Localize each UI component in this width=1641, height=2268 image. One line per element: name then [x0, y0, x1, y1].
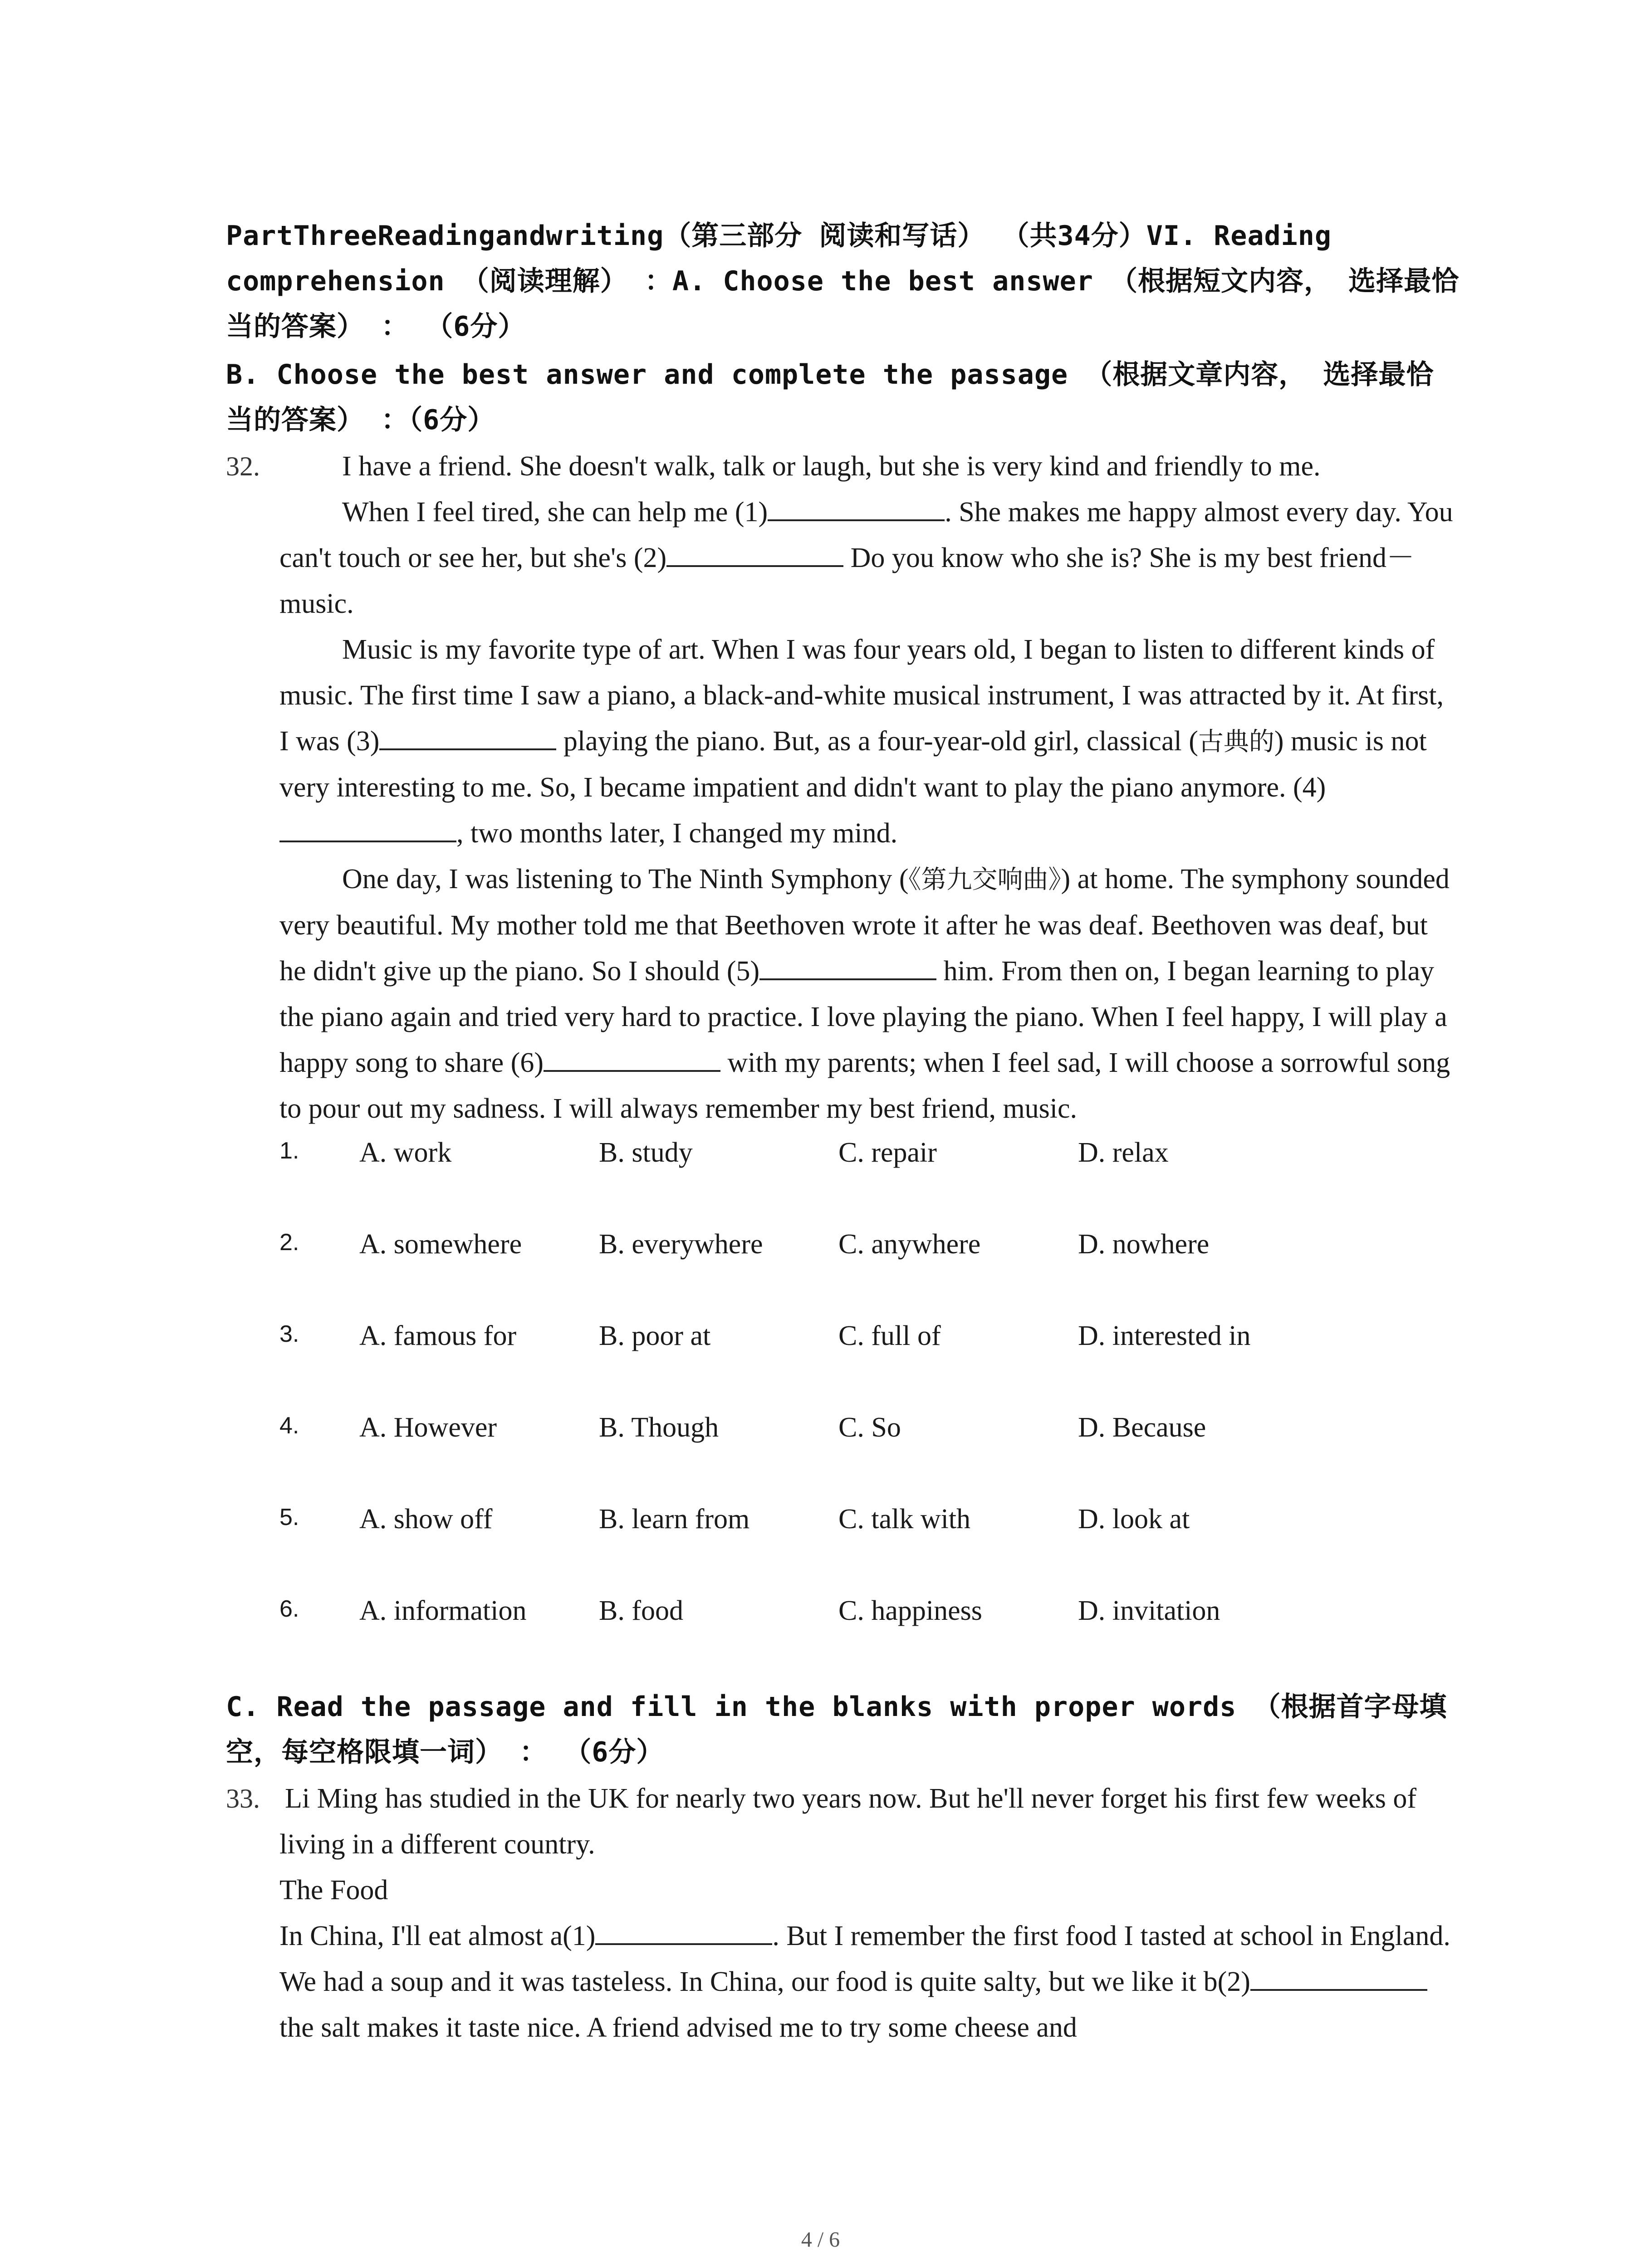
question-number: 33.: [226, 1784, 260, 1813]
option-row: 6. A. information B. food C. happiness D. invitation: [279, 1593, 1460, 1684]
option-d[interactable]: D. look at: [1078, 1504, 1190, 1535]
passage-paragraph: Music is my favorite type of art. When I was four years old, I began to listen to different kinds of music. The first time I saw a piano, a black-and-white musical instrument, I was attracted by it. At first, I was (3) playing the piano. But, as a four-year-old girl, classical (古典的) music is not very interesting to me. So, I became impatient and didn't want to play the piano anymore. (4), two months later, I changed my mind.: [279, 634, 1444, 849]
option-a[interactable]: A. work: [359, 1137, 452, 1168]
option-row: 3. A. famous for B. poor at C. full of D. interested in: [279, 1318, 1460, 1409]
options-list: [279, 1134, 1460, 1684]
option-b[interactable]: B. Though: [599, 1412, 719, 1443]
section-heading-b: B. Choose the best answer and complete the passage （根据文章内容， 选择最恰当的答案） ：（6分）: [226, 359, 1434, 436]
option-c[interactable]: C. repair: [838, 1137, 937, 1168]
option-row: 4. A. However B. Though C. So D. Because: [279, 1409, 1460, 1501]
option-c[interactable]: C. anywhere: [838, 1229, 981, 1260]
option-a[interactable]: A. famous for: [359, 1320, 517, 1351]
option-d[interactable]: D. invitation: [1078, 1595, 1220, 1626]
option-c[interactable]: C. talk with: [838, 1504, 971, 1535]
option-d[interactable]: D. interested in: [1078, 1320, 1251, 1351]
answer-blank-6[interactable]: [544, 1043, 720, 1072]
option-row: 1. A. work B. study C. repair D. relax: [279, 1134, 1460, 1226]
option-row: 5. A. show off B. learn from C. talk with D. look at: [279, 1501, 1460, 1593]
page-number: 4 / 6: [801, 2228, 840, 2252]
option-b[interactable]: B. food: [599, 1595, 683, 1626]
option-d[interactable]: D. nowhere: [1078, 1229, 1210, 1260]
question-number: 32.: [226, 451, 260, 481]
answer-blank-5[interactable]: [759, 951, 936, 980]
option-a[interactable]: A. However: [359, 1412, 497, 1443]
answer-blank-2[interactable]: [1250, 1962, 1427, 1991]
passage-subheading: The Food: [279, 1875, 388, 1906]
option-b[interactable]: B. learn from: [599, 1504, 750, 1535]
option-c[interactable]: C. So: [838, 1412, 901, 1443]
page-content: [226, 213, 1460, 2051]
option-b[interactable]: B. study: [599, 1137, 693, 1168]
question-33: [226, 1776, 1460, 2051]
option-a[interactable]: A. show off: [359, 1504, 493, 1535]
answer-blank-2[interactable]: [666, 538, 843, 567]
answer-blank-4[interactable]: [279, 813, 456, 842]
section-heading-part-three: PartThreeReadingandwriting（第三部分 阅读和写话） （共34分）VI. Reading comprehension （阅读理解） ：A. Choose the best answer （根据短文内容， 选择最恰当的答案） ： （6分）: [226, 220, 1460, 342]
option-d[interactable]: D. relax: [1078, 1137, 1169, 1168]
option-a[interactable]: A. somewhere: [359, 1229, 522, 1260]
question-32: [226, 444, 1460, 1684]
option-d[interactable]: D. Because: [1078, 1412, 1206, 1443]
option-a[interactable]: A. information: [359, 1595, 527, 1626]
passage-33: [279, 1776, 1460, 2051]
answer-blank-1[interactable]: [768, 492, 945, 521]
option-b[interactable]: B. everywhere: [599, 1229, 763, 1260]
option-b[interactable]: B. poor at: [599, 1320, 711, 1351]
passage-paragraph: In China, I'll eat almost a(1) . But I remember the first food I tasted at school in England. We had a soup and it was tasteless. In China, our food is quite salty, but we like it b(2) the salt makes it taste nice. A friend advised me to try some cheese and: [279, 1913, 1460, 2051]
passage-paragraph: Li Ming has studied in the UK for nearly two years now. But he'll never forget his first few weeks of living in a different country.: [279, 1783, 1417, 1860]
option-c[interactable]: C. full of: [838, 1320, 941, 1351]
passage-paragraph: When I feel tired, she can help me (1) . She makes me happy almost every day. You can't touch or see her, but she's (2) Do you know who she is? She is my best friend－music.: [279, 489, 1460, 627]
section-heading-c: C. Read the passage and fill in the blanks with proper words （根据首字母填空，每空格限填一词） ： （6分）: [226, 1691, 1447, 1768]
option-c[interactable]: C. happiness: [838, 1595, 982, 1626]
passage-paragraph: I have a friend. She doesn't walk, talk or laugh, but she is very kind and friendly to me.: [342, 451, 1321, 482]
option-row: 2. A. somewhere B. everywhere C. anywhere D. nowhere: [279, 1226, 1460, 1318]
answer-blank-3[interactable]: [379, 721, 556, 750]
passage-32: [279, 444, 1460, 1132]
passage-paragraph: One day, I was listening to The Ninth Symphony (《第九交响曲》) at home. The symphony sounded very beautiful. My mother told me that Beethoven wrote it after he was deaf. Beethoven was deaf, but he didn't give up the piano. So I should (5) him. From then on, I began learning to play the piano again and tried very hard to practice. I love playing the piano. When I feel happy, I will play a happy song to share (6) with my parents; when I feel sad, I will choose a sorrowful song to pour out my sadness. I will always remember my best friend, music.: [279, 864, 1450, 1124]
answer-blank-1[interactable]: [595, 1916, 772, 1945]
